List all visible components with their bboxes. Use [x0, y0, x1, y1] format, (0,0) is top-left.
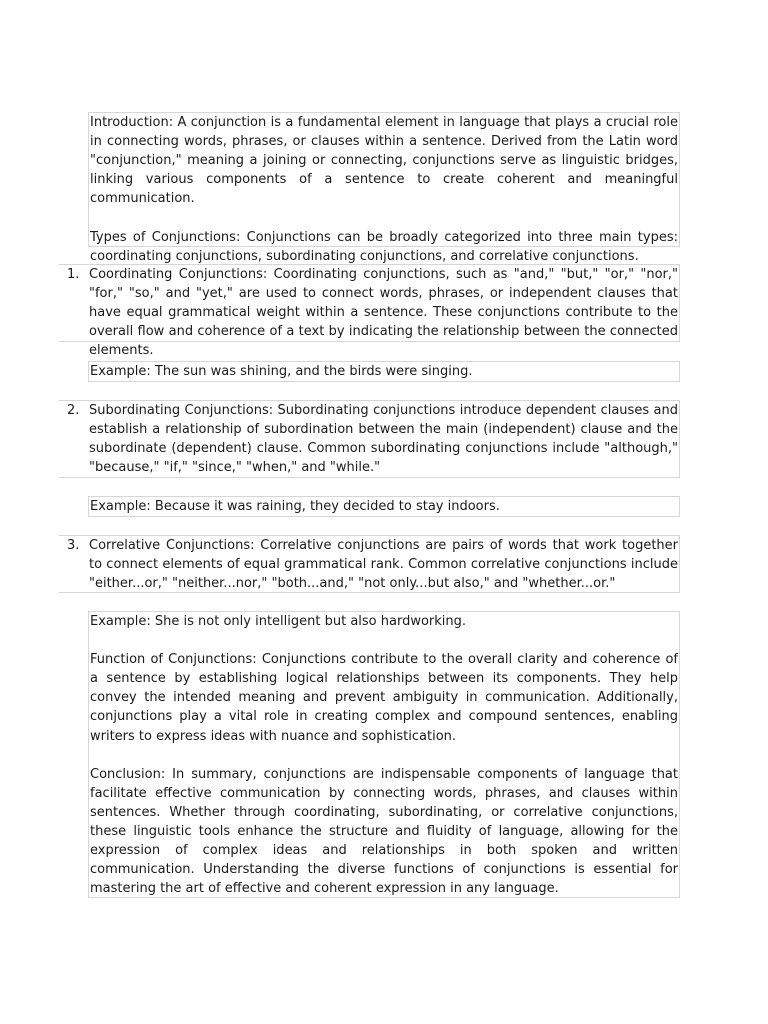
example-coordinating: Example: The sun was shining, and the birds were singing.	[90, 364, 473, 379]
list-number: 2.	[67, 403, 80, 418]
conclusion-paragraph: Conclusion: In summary, conjunctions are indispensable components of language that facilitate effective communication by connecting words, phrases, and clauses within sentences. Whether through coordinating, subordinating, or correlative conjunctions, these linguistic tools enhance the structure and fluidity of language, allowing for the expression of complex ideas and relationships in both spoken and written communication. Understanding the diverse functions of conjunctions is essential for mastering the art of effective and coherent expression in any language.	[90, 766, 678, 897]
list-number: 1.	[67, 267, 80, 282]
subordinating-paragraph: Subordinating Conjunctions: Subordinating conjunctions introduce dependent clauses and establish a relationship of subordination between the main (independent) clause and the subordinate (dependent) clause. Common subordinating conjunctions include "although," "because," "if," "since," "when," and "while."	[89, 403, 678, 476]
list-item-coordinating	[59, 264, 680, 359]
example-box-subordinating	[88, 496, 680, 517]
example-correlative: Example: She is not only intelligent but also hardworking.	[90, 614, 467, 629]
example-box-coordinating	[88, 361, 680, 382]
coordinating-paragraph: Coordinating Conjunctions: Coordinating conjunctions, such as "and," "but," "or," "nor," "for," "so," and "yet," are used to connect words, phrases, or independent clauses that have equal grammatical weight within a sentence. These conjunctions contribute to the overall flow and coherence of a text by indicating the relationship between the connected elements.	[89, 267, 678, 359]
list-number: 3.	[67, 538, 80, 553]
correlative-paragraph: Correlative Conjunctions: Correlative conjunctions are pairs of words that work together to connect elements of equal grammatical rank. Common correlative conjunctions include "either...or," "neither...nor," "both...and," "not only...but also," and "whether...or."	[89, 538, 678, 592]
types-paragraph: Types of Conjunctions: Conjunctions can be broadly categorized into three main types: coordinating conjunctions, subordinating conjunctions, and correlative conjunctions.	[90, 229, 678, 264]
intro-block	[88, 112, 680, 264]
function-paragraph: Function of Conjunctions: Conjunctions contribute to the overall clarity and coherence of a sentence by establishing logical relationships between its components. They help convey the intended meaning and prevent ambiguity in communication. Additionally, conjunctions play a vital role in creating complex and compound sentences, enabling writers to express ideas with nuance and sophistication.	[90, 652, 678, 744]
list-item-correlative	[59, 535, 680, 593]
closing-block	[88, 611, 680, 898]
list-item-subordinating	[59, 400, 680, 478]
example-subordinating: Example: Because it was raining, they decided to stay indoors.	[90, 499, 500, 514]
intro-paragraph: Introduction: A conjunction is a fundamental element in language that plays a crucial role in connecting words, phrases, or clauses within a sentence. Derived from the Latin word "conjunction," meaning a joining or connecting, conjunctions serve as linguistic bridges, linking various components of a sentence to create coherent and meaningful communication.	[90, 115, 678, 207]
